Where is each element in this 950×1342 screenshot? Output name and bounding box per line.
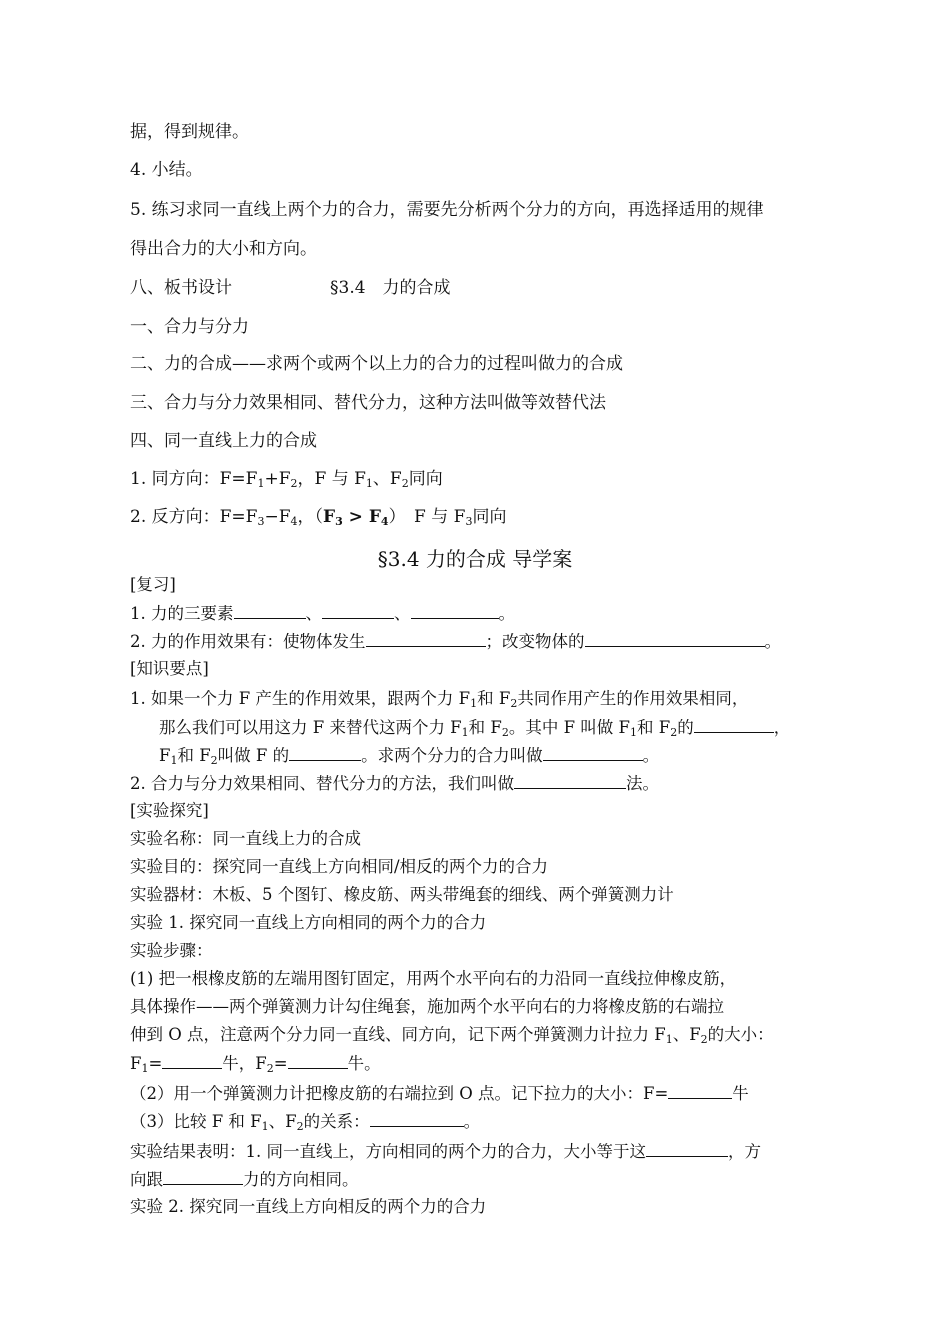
text: ，F 与 F	[297, 469, 366, 489]
text-line: 一、合力与分力	[130, 317, 249, 337]
text: F	[130, 1054, 142, 1073]
question-line	[130, 1110, 480, 1133]
blank[interactable]	[411, 602, 499, 619]
board-title: §3.4 力的合成	[330, 278, 451, 298]
text: 2. 合力与分力效果相同、替代分力的方法，我们叫做	[130, 774, 514, 793]
question-line	[130, 602, 515, 625]
text: （3）比较 F 和 F	[130, 1112, 262, 1131]
text-line: 实验 1. 探究同一直线上方向相同的两个力的合力	[130, 913, 487, 932]
text: ） F 与 F	[388, 507, 466, 527]
section-label: [复习]	[130, 575, 176, 594]
text: 法。	[626, 774, 659, 793]
text: 力的方向相同。	[243, 1170, 359, 1189]
subscript: 2	[501, 726, 509, 739]
text: 2. 反方向：F=F	[130, 507, 258, 527]
subscript: 2	[700, 1033, 708, 1046]
blank[interactable]	[543, 744, 643, 761]
section-label: [实验探究]	[130, 801, 209, 820]
text: ，方	[728, 1142, 761, 1161]
text: 向跟	[130, 1170, 163, 1189]
text: 。其中 F 叫做 F	[508, 718, 630, 737]
text-line: 实验目的：探究同一直线上方向相同/相反的两个力的合力	[130, 857, 549, 876]
formula-line	[130, 506, 506, 528]
text-line: 5. 练习求同一直线上两个力的合力，需要先分析两个分力的方向，再选择适用的规律	[130, 200, 764, 220]
subscript: 1	[365, 477, 373, 490]
text-line: 具体操作——两个弹簧测力计勾住绳套，施加两个水平向右的力将橡皮筋的右端拉	[130, 997, 724, 1016]
text: 1. 如果一个力 F 产生的作用效果，跟两个力 F	[130, 689, 471, 708]
blank[interactable]	[668, 1082, 732, 1099]
question-line	[130, 1140, 761, 1163]
subscript: 2	[510, 697, 518, 710]
text: 共同作用产生的作用效果相同，	[517, 689, 749, 708]
text: 同向	[472, 507, 507, 527]
text: 叫做 F 的	[217, 746, 290, 765]
blank[interactable]	[646, 1140, 728, 1157]
text-line: 四、同一直线上力的合成	[130, 431, 317, 451]
text: 实验结果表明：1. 同一直线上，方向相同的两个力的合力，大小等于这	[130, 1142, 646, 1161]
text: 1. 同方向：F=F	[130, 469, 258, 489]
page-title: §3.4 力的合成 导学案	[377, 547, 573, 571]
text: F	[159, 746, 171, 765]
text: 和 F	[636, 718, 671, 737]
subscript: 1	[665, 1033, 673, 1046]
blank[interactable]	[322, 602, 394, 619]
text: （2）用一个弹簧测力计把橡皮筋的右端拉到 O 点。记下拉力的大小：F=	[130, 1084, 669, 1103]
text: 。	[463, 1112, 481, 1131]
heading-label: 八、板书设计	[130, 278, 232, 298]
subscript: 2	[296, 1120, 304, 1133]
question-line	[130, 1052, 381, 1075]
text: 同向	[408, 469, 443, 489]
blank[interactable]	[694, 716, 774, 733]
text: 。求两个分力的合力叫做	[361, 746, 543, 765]
blank[interactable]	[288, 1052, 348, 1069]
text: −F	[264, 507, 291, 527]
blank[interactable]	[366, 630, 486, 647]
text: 牛。	[347, 1054, 381, 1073]
subscript: 3	[335, 515, 343, 528]
text-line: (1) 把一根橡皮筋的左端用图钉固定，用两个水平向右的力沿同一直线拉伸橡皮筋，	[130, 969, 737, 988]
text: 牛，F	[222, 1054, 267, 1073]
text: =	[148, 1054, 163, 1073]
blank[interactable]	[163, 1168, 243, 1185]
text: 伸到 O 点，注意两个分力同一直线、同方向，记下两个弹簧测力计拉力 F	[130, 1025, 666, 1044]
question-line	[159, 744, 659, 767]
question-line	[130, 688, 748, 710]
text: 1. 力的三要素	[130, 604, 234, 623]
text: 那么我们可以用这力 F 来替代这两个力 F	[159, 718, 462, 737]
subscript: 1	[629, 726, 637, 739]
subscript: 3	[257, 515, 265, 528]
text: +F	[264, 469, 291, 489]
subscript: 2	[210, 754, 218, 767]
text: 、F	[672, 1025, 701, 1044]
section-heading	[130, 277, 451, 299]
subscript: 2	[290, 477, 298, 490]
text-line: 4. 小结。	[130, 160, 203, 180]
text: ；改变物体的	[485, 632, 585, 651]
question-line	[159, 716, 790, 739]
text-line: 实验步骤：	[130, 941, 213, 960]
text: 、	[394, 604, 411, 623]
text-line: 据，得到规律。	[130, 122, 249, 142]
text: 和 F	[477, 689, 511, 708]
text-line: 实验器材：木板、5 个图钉、橡皮筋、两头带绳套的细线、两个弹簧测力计	[130, 885, 674, 904]
text-line: 得出合力的大小和方向。	[130, 239, 317, 259]
subscript: 1	[261, 1120, 269, 1133]
text: 。	[642, 746, 660, 765]
section-label: [知识要点]	[130, 659, 209, 678]
subscript: 2	[670, 726, 678, 739]
text: =	[273, 1054, 288, 1073]
text: 的关系：	[303, 1112, 370, 1131]
subscript: 4	[380, 515, 389, 528]
subscript: 4	[290, 515, 298, 528]
blank[interactable]	[514, 772, 626, 789]
text: F	[323, 507, 336, 527]
text: 的	[677, 718, 694, 737]
text: 2. 力的作用效果有：使物体发生	[130, 632, 366, 651]
text: 、F	[372, 469, 402, 489]
subscript: 2	[401, 477, 409, 490]
text: > F	[342, 507, 381, 527]
text: 。	[764, 632, 781, 651]
text-line: 二、力的合成——求两个或两个以上力的合力的过程叫做力的合成	[130, 354, 623, 374]
text: 、	[305, 604, 322, 623]
blank[interactable]	[162, 1052, 222, 1069]
blank[interactable]	[289, 744, 361, 761]
subscript: 2	[266, 1062, 274, 1075]
text: 、F	[268, 1112, 297, 1131]
text-line: 三、合力与分力效果相同、替代分力，这种方法叫做等效替代法	[130, 393, 606, 413]
blank[interactable]	[234, 602, 306, 619]
text: 牛	[732, 1084, 749, 1103]
question-line	[130, 630, 781, 653]
question-line	[130, 772, 659, 795]
question-line	[130, 1082, 749, 1105]
text: ，（	[297, 507, 324, 527]
subscript: 1	[461, 726, 469, 739]
subscript: 1	[257, 477, 265, 490]
blank[interactable]	[585, 630, 765, 647]
subscript: 1	[470, 697, 478, 710]
question-line	[130, 1168, 359, 1191]
formula-line	[130, 468, 443, 490]
question-line	[130, 1024, 774, 1046]
text: 。	[498, 604, 515, 623]
subscript: 1	[170, 754, 178, 767]
blank[interactable]	[370, 1110, 464, 1127]
text-line: 实验名称：同一直线上力的合成	[130, 829, 361, 848]
subscript: 1	[141, 1062, 149, 1075]
text: 的大小：	[707, 1025, 774, 1044]
subscript: 3	[465, 515, 473, 528]
text-line: 实验 2. 探究同一直线上方向相反的两个力的合力	[130, 1197, 487, 1216]
text: 和 F	[468, 718, 502, 737]
text: 和 F	[177, 746, 211, 765]
text: ，	[773, 718, 791, 737]
